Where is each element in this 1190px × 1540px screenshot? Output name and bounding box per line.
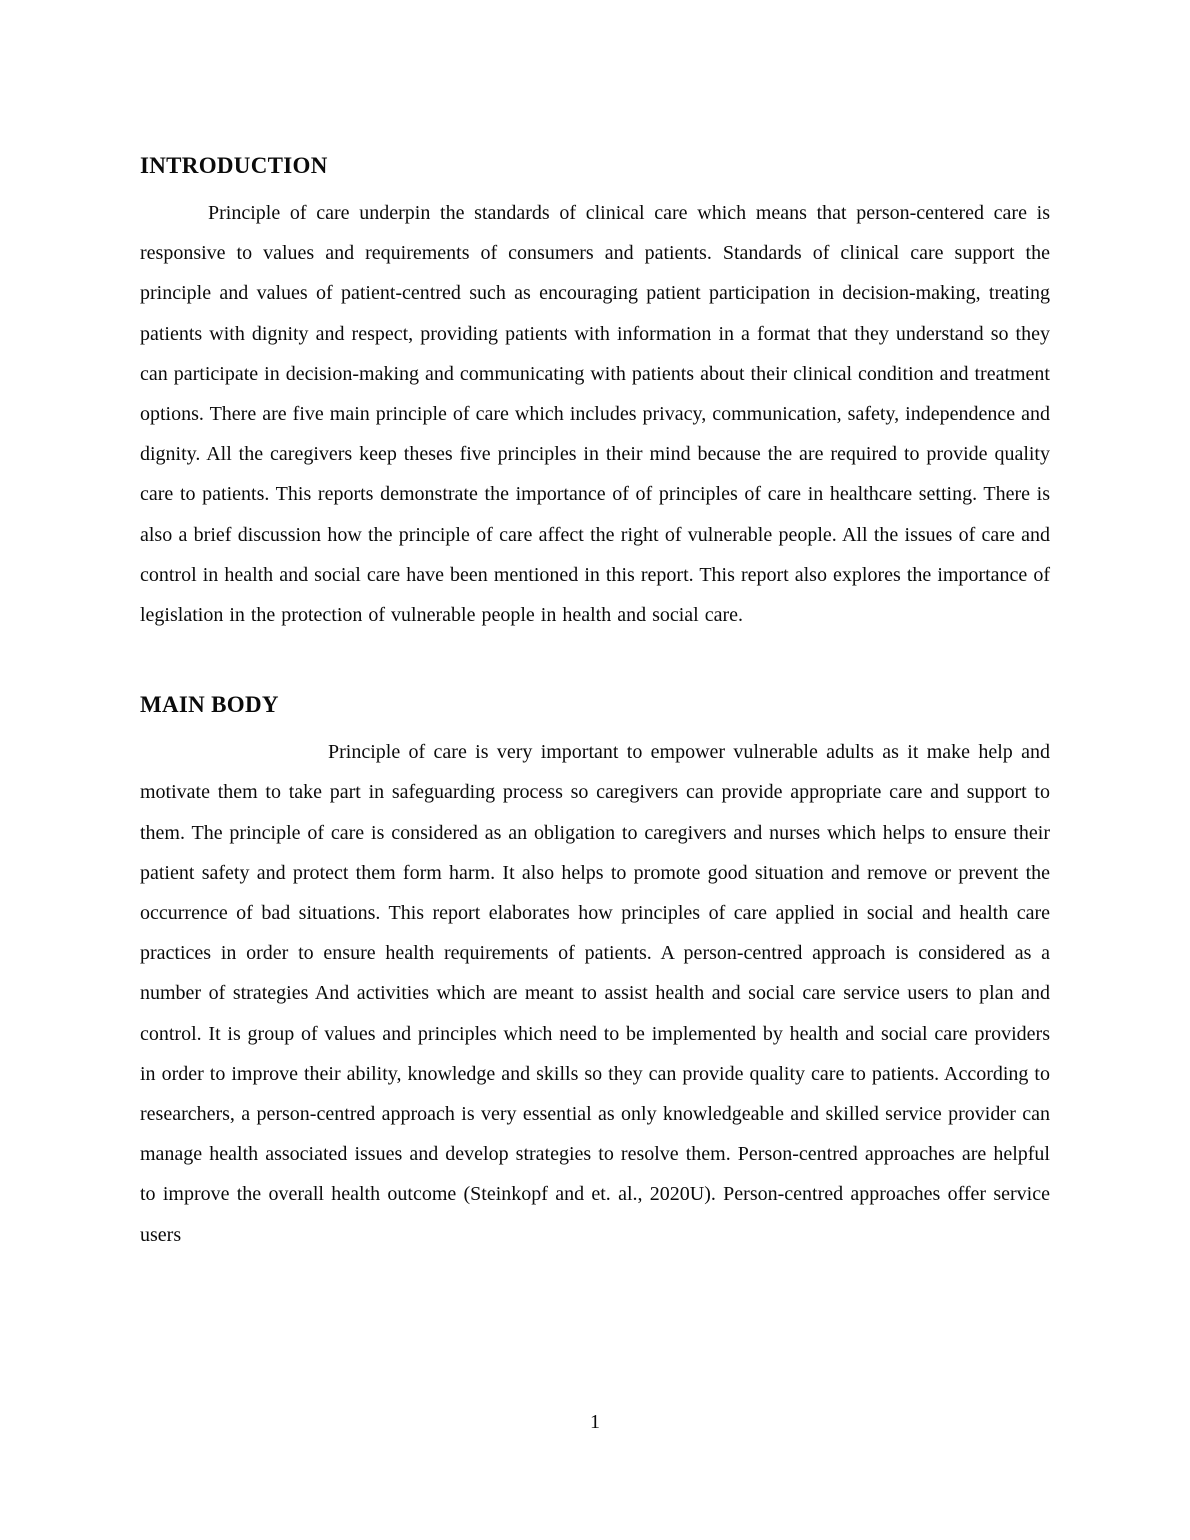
section-heading-main-body: MAIN BODY [140,692,279,718]
paragraph-introduction: Principle of care underpin the standards of clinical care which means that person-centered care is responsive to values and requirements of consumers and patients. Standards of clinical care support the principle and values of patient-centred such as encouraging patient participation in decision-making, treating patients with dignity and respect, providing patients with information in a format that they understand so they can participate in decision-making and communicating with patients about their clinical condition and treatment options. There are five main principle of care which includes privacy, communication, safety, independence and dignity. All the caregivers keep theses five principles in their mind because the are required to provide quality care to patients. This reports demonstrate the importance of of principles of care in healthcare setting. There is also a brief discussion how the principle of care affect the right of vulnerable people. All the issues of care and control in health and social care have been mentioned in this report. This report also explores the importance of legislation in the protection of vulnerable people in health and social care. [140,202,1050,627]
paragraph-main-body: Principle of care is very important to empower vulnerable adults as it make help and motivate them to take part in safeguarding process so caregivers can provide appropriate care and support to them. The principle of care is considered as an obligation to caregivers and nurses which helps to ensure their patient safety and protect them form harm. It also helps to promote good situation and remove or prevent the occurrence of bad situations. This report elaborates how principles of care applied in social and health care practices in order to ensure health requirements of patients. A person-centred approach is considered as a number of strategies And activities which are meant to assist health and social care service users to plan and control. It is group of values and principles which need to be implemented by health and social care providers in order to improve their ability, knowledge and skills so they can provide quality care to patients. According to researchers, a person-centred approach is very essential as only knowledgeable and skilled service provider can manage health associated issues and develop strategies to resolve them. Person-centred approaches are helpful to improve the overall health outcome (Steinkopf and et. al., 2020U). Person-centred approaches offer service users [140,741,1050,1246]
section-heading-introduction: INTRODUCTION [140,153,328,178]
page-number: 1 [590,1411,600,1433]
document-content [140,152,1050,1255]
